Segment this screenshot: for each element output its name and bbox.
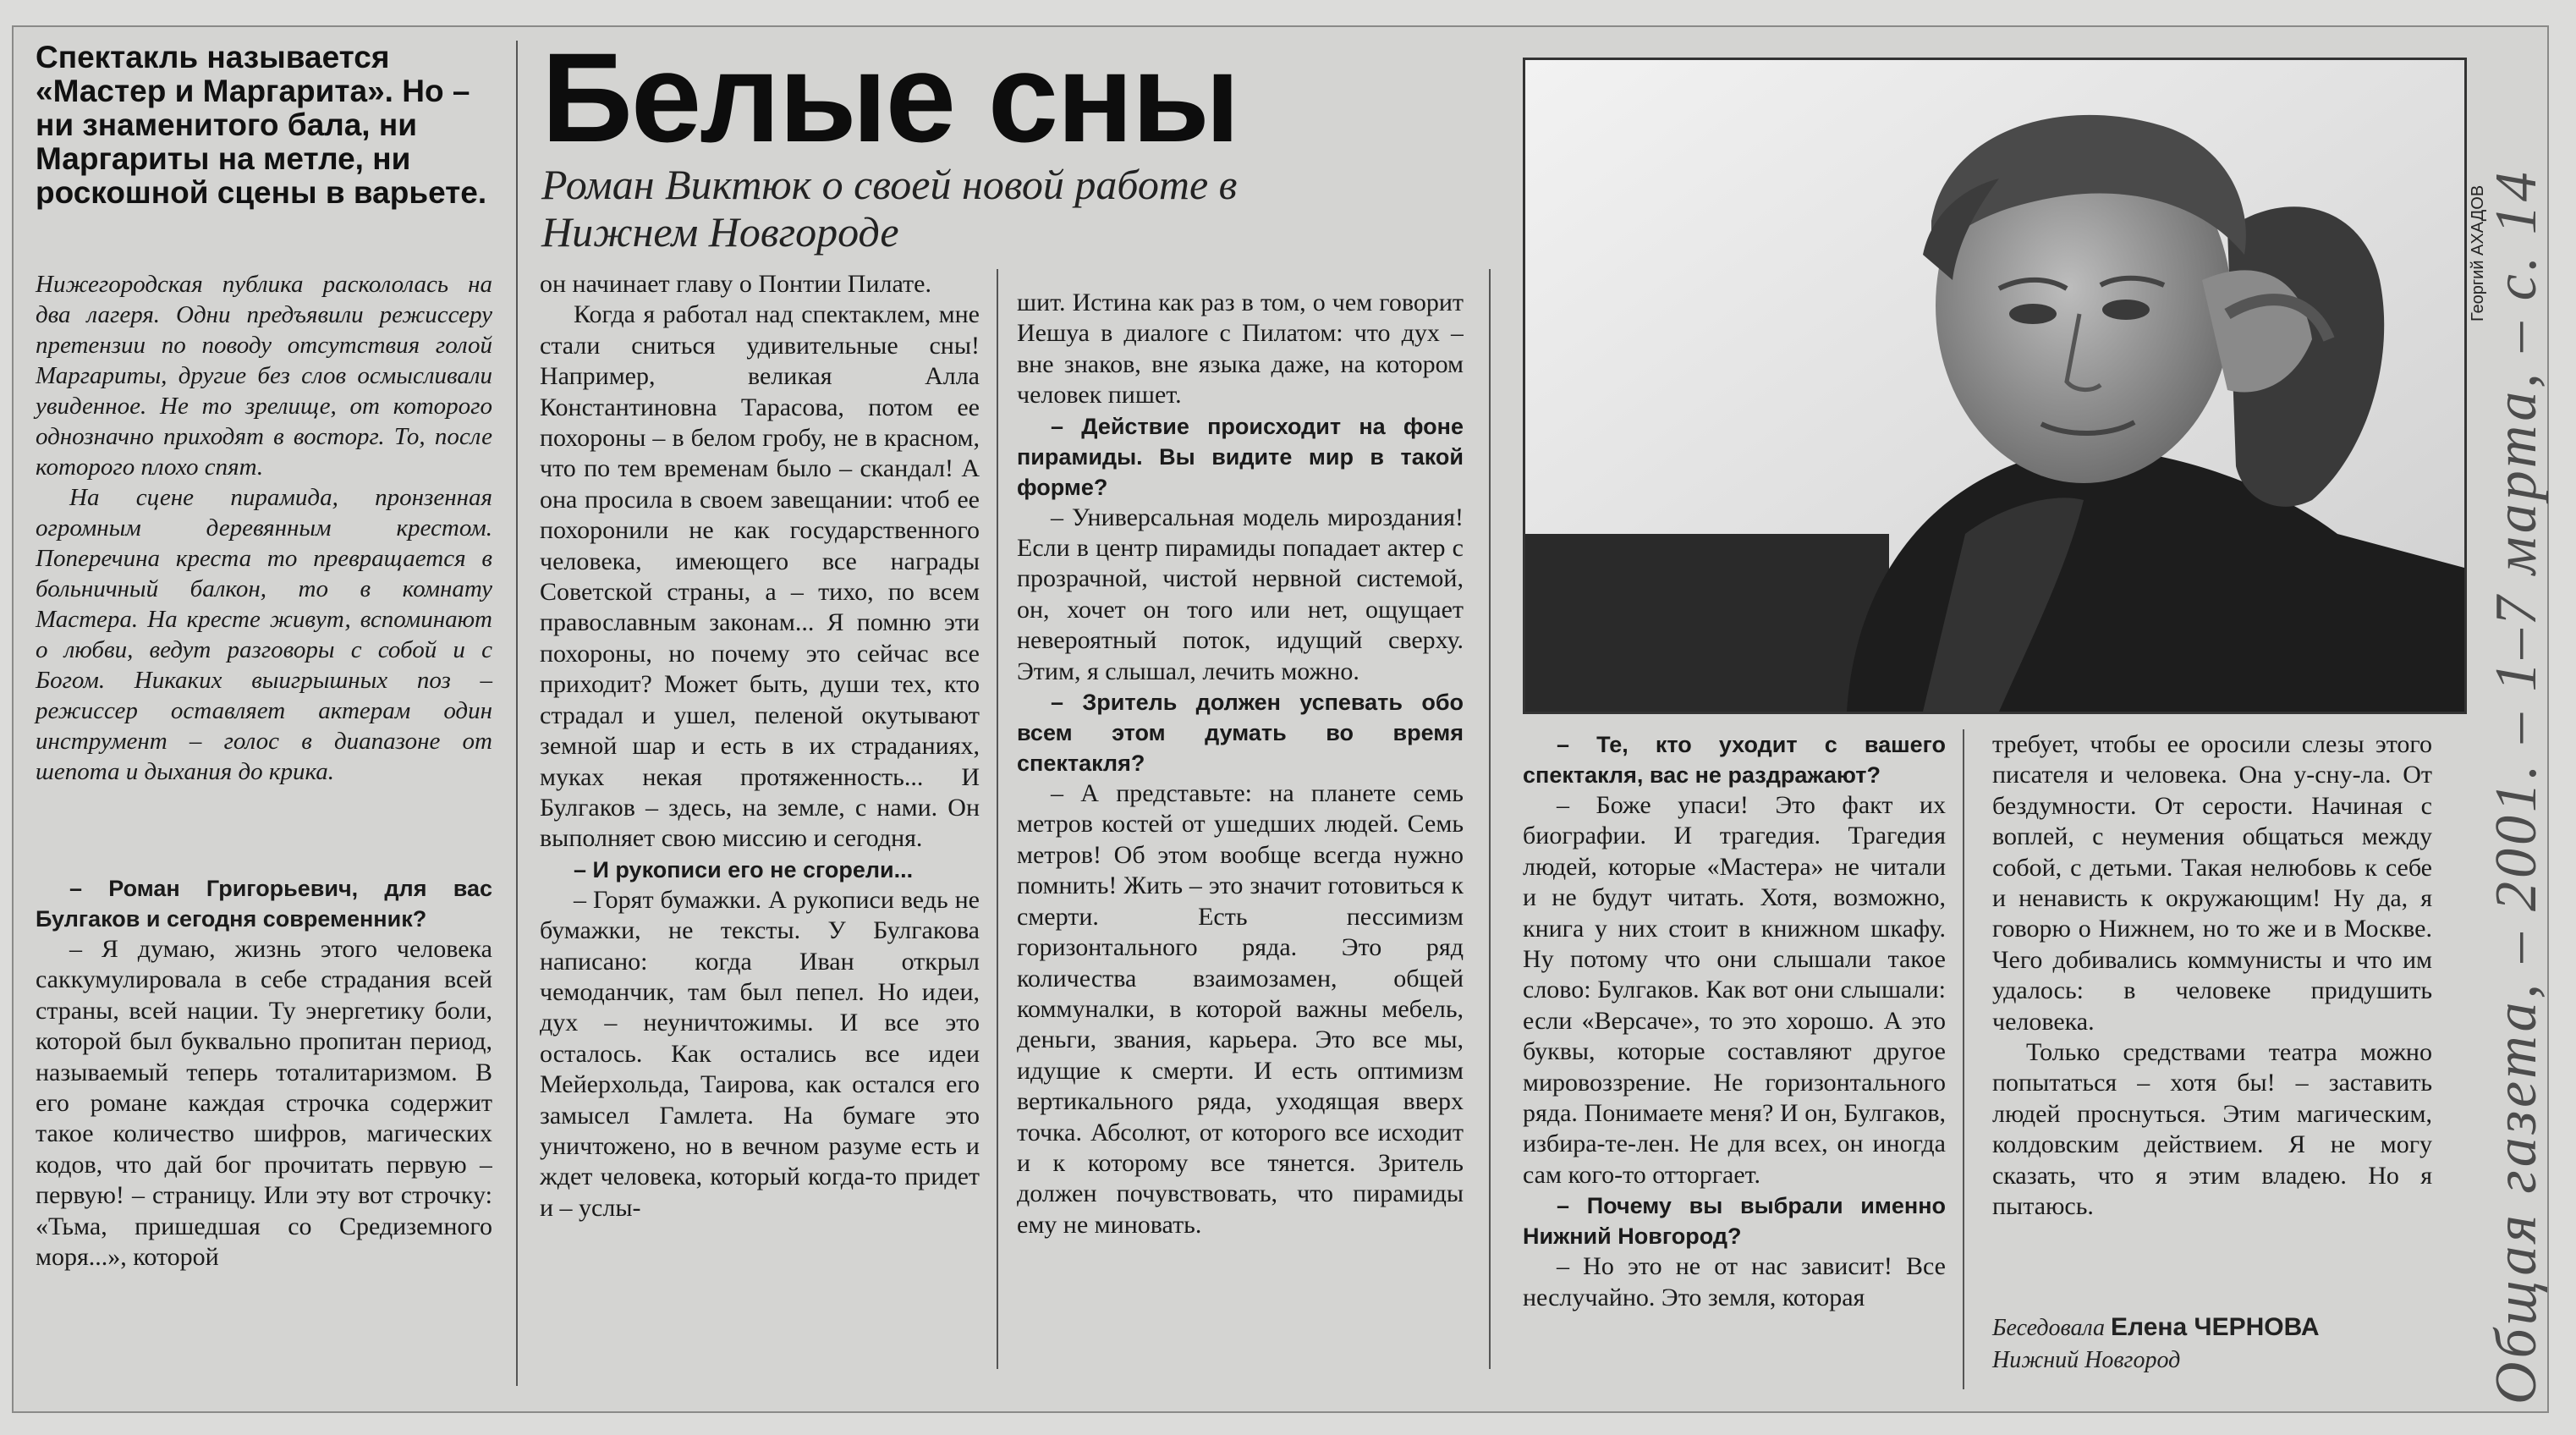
article-column-1 xyxy=(36,873,492,1381)
interview-question: – Роман Григорьевич, для вас Булгаков и сегодня современник? xyxy=(36,876,492,932)
lead-paragraph: Спектакль называется «Мастер и Маргарита». Но – ни знаменитого бала, ни Маргариты на метле, ни роскошной сцены в варьете. xyxy=(36,40,487,210)
intro-text xyxy=(36,269,492,787)
article-column-2 xyxy=(540,269,980,1394)
byline xyxy=(1992,1311,2466,1377)
article-paragraph: требует, чтобы ее оросили слезы этого писателя и человека. Она у-сну-ла. От бездумности. От серости. Начиная с воплей, с неумения общаться между собой, с детьми. Такая нелюбовь к себе и ненависть к окружающим! Ну да, я говорю о Нижнем, но то же и в Москве. Чего добивались коммунисты и что им удалось: в человеке придушить человека. xyxy=(1992,730,2432,1036)
intro-paragraph: Нижегородская публика раскололась на два лагеря. Одни предъявили режиссеру претензии по поводу отсутствия голой Маргариты, другие без слов осмысливали увиденное. Не то зрелище, от которого однозначно приходят в восторг. То, после которого плохо спят. xyxy=(36,271,492,481)
article-paragraph: – А представьте: на планете семь метров костей от ушедших людей. Семь метров! Об этом вообще всегда нужно помнить! Жить – это значит готовиться к смерти. Есть пессимизм горизонтального ряда. Это ряд количества взаимозамен, общей коммуналки, в которой важны мебель, деньги, звания, карьера. Это все мы, идущие к смерти. И есть оптимизм вертикального ряда, уходящая вверх точка. Абсолют, от которого все исходит и к которому все тянется. Зритель должен почувствовать, что пирамиды ему не миновать. xyxy=(1017,779,1464,1239)
article-paragraph: он начинает главу о Понтии Пилате. xyxy=(540,270,931,298)
portrait-illustration xyxy=(1525,60,2464,712)
interview-question: – Те, кто уходит с вашего спектакля, вас не раздражают? xyxy=(1523,732,1946,788)
author-name: Елена ЧЕРНОВА xyxy=(2111,1313,2320,1341)
intro-paragraph: На сцене пирамида, пронзенная огромным деревянным крестом. Поперечина креста то превращается в больничный балкон, то в комнату Мастера. На кресте живут, вспоминают о любви, ведут разговоры с собой и с Богом. Никаких выигрышных поз – режиссер оставляет актерам один инструмент – голос в диапазоне от шепота и дыхания до крика. xyxy=(36,484,492,785)
interview-question: – Зритель должен успевать обо всем этом думать во время спектакля? xyxy=(1017,690,1464,777)
article-paragraph: – Горят бумажки. А рукописи ведь не бумажки, не тексты. У Булгакова написано: когда Иван открыл чемоданчик, там был пепел. Но идеи, дух – неуничтожимы. И все это осталось. Как остались все идеи Мейерхольда, Таирова, как остался его замысел Гамлета. На бумаге это уничтожено, но в вечном разуме есть и ждет человека, который когда-то придет и – услы- xyxy=(540,885,980,1222)
article-paragraph: – Но это не от нас зависит! Все неслучайно. Это земля, которая xyxy=(1523,1252,1946,1311)
article-paragraph: – Я думаю, жизнь этого человека саккумулировала в себе страдания всей страны, всей нации. Ту энергетику боли, которой был буквально пропитан период, называемый теперь тоталитаризмом. В его романе каждая строчка содержит такое количество шифров, магических кодов, что дай бог прочитать первую – первую! – страницу. Или эту вот строчку: «Тьма, пришедшая со Средиземного моря...», которой xyxy=(36,935,492,1272)
interview-question: – Почему вы выбрали именно Нижний Новгород? xyxy=(1523,1193,1946,1250)
article-column-3 xyxy=(1017,288,1464,1388)
article-paragraph: Когда я работал над спектаклем, мне стали сниться удивительные сны! Например, великая Алла Константиновна Тарасова, потом ее похороны – в белом гробу, не в красном, что по тем временам было – скандал! А она просила в своем завещании: чтоб ее похоронили не как государственного человека, имеющего все награды Советской страны, а – тихо, по всем православным законам... Я помню эти похороны, но почему это сейчас все приходит? Может быть, души тех, кто страдал и ушел, пеленой окутывают земной шар и есть в их страданиях, муках некая протяженность... И Булгаков – здесь, на земле, с нами. Он выполняет свою миссию и сегодня. xyxy=(540,300,980,853)
subheadline: Роман Виктюк о своей новой работе в Нижнем Новгороде xyxy=(541,161,1238,256)
article-column-4 xyxy=(1523,729,1946,1389)
article-paragraph: – Универсальная модель мироздания! Если в центр пирамиды попадает актер с прозрачной, чистой нервной системой, он, хочет он того или нет, ощущает невероятный поток, идущий сверху. Этим, я слышал, лечить можно. xyxy=(1017,503,1464,685)
portrait-photo xyxy=(1523,58,2467,714)
article-paragraph: Только средствами театра можно попытаться – хотя бы! – заставить людей проснуться. Этим магическим, колдовским действием. Я не могу сказать, что я этим владею. Но я пытаюсь. xyxy=(1992,1038,2432,1221)
photo-credit: Георгий АХАДОВ xyxy=(2469,184,2487,322)
article-paragraph: – Боже упаси! Это факт их биографии. И трагедия. Трагедия людей, которые «Мастера» не читали и не будут читать. Хотя, возможно, книга у них стоит в книжном шкафу. Ну потому что они слышали такое слово: Булгаков. Как вот они слышали: если «Версаче», то это хорошо. А это буквы, которые составляют другое мировоззрение. Не горизонтального ряда. Понимаете меня? И он, Булгаков, избира-те-лен. Не для всех, он иногда сам кого-то отторгает. xyxy=(1523,791,1946,1189)
column-rule xyxy=(1963,729,1964,1389)
column-rule xyxy=(997,269,998,1369)
column-rule xyxy=(516,41,518,1386)
article-column-5 xyxy=(1992,729,2432,1279)
article-paragraph: шит. Истина как раз в том, о чем говорит Иешуа в диалоге с Пилатом: что дух – вне знаков, вне языка даже, на котором человек пишет. xyxy=(1017,289,1464,410)
headline: Белые сны xyxy=(541,26,1239,168)
interview-question: – И рукописи его не сгорели... xyxy=(574,856,914,882)
interview-question: – Действие происходит на фоне пирамиды. Вы видите мир в такой форме? xyxy=(1017,413,1464,500)
handwritten-source-note: Общая газета, – 2001. – 1–7 марта, – с. 14 xyxy=(2484,168,2549,1405)
column-rule xyxy=(1489,269,1491,1369)
byline-prefix: Беседовала xyxy=(1992,1315,2106,1341)
byline-place: Нижний Новгород xyxy=(1992,1347,2181,1373)
